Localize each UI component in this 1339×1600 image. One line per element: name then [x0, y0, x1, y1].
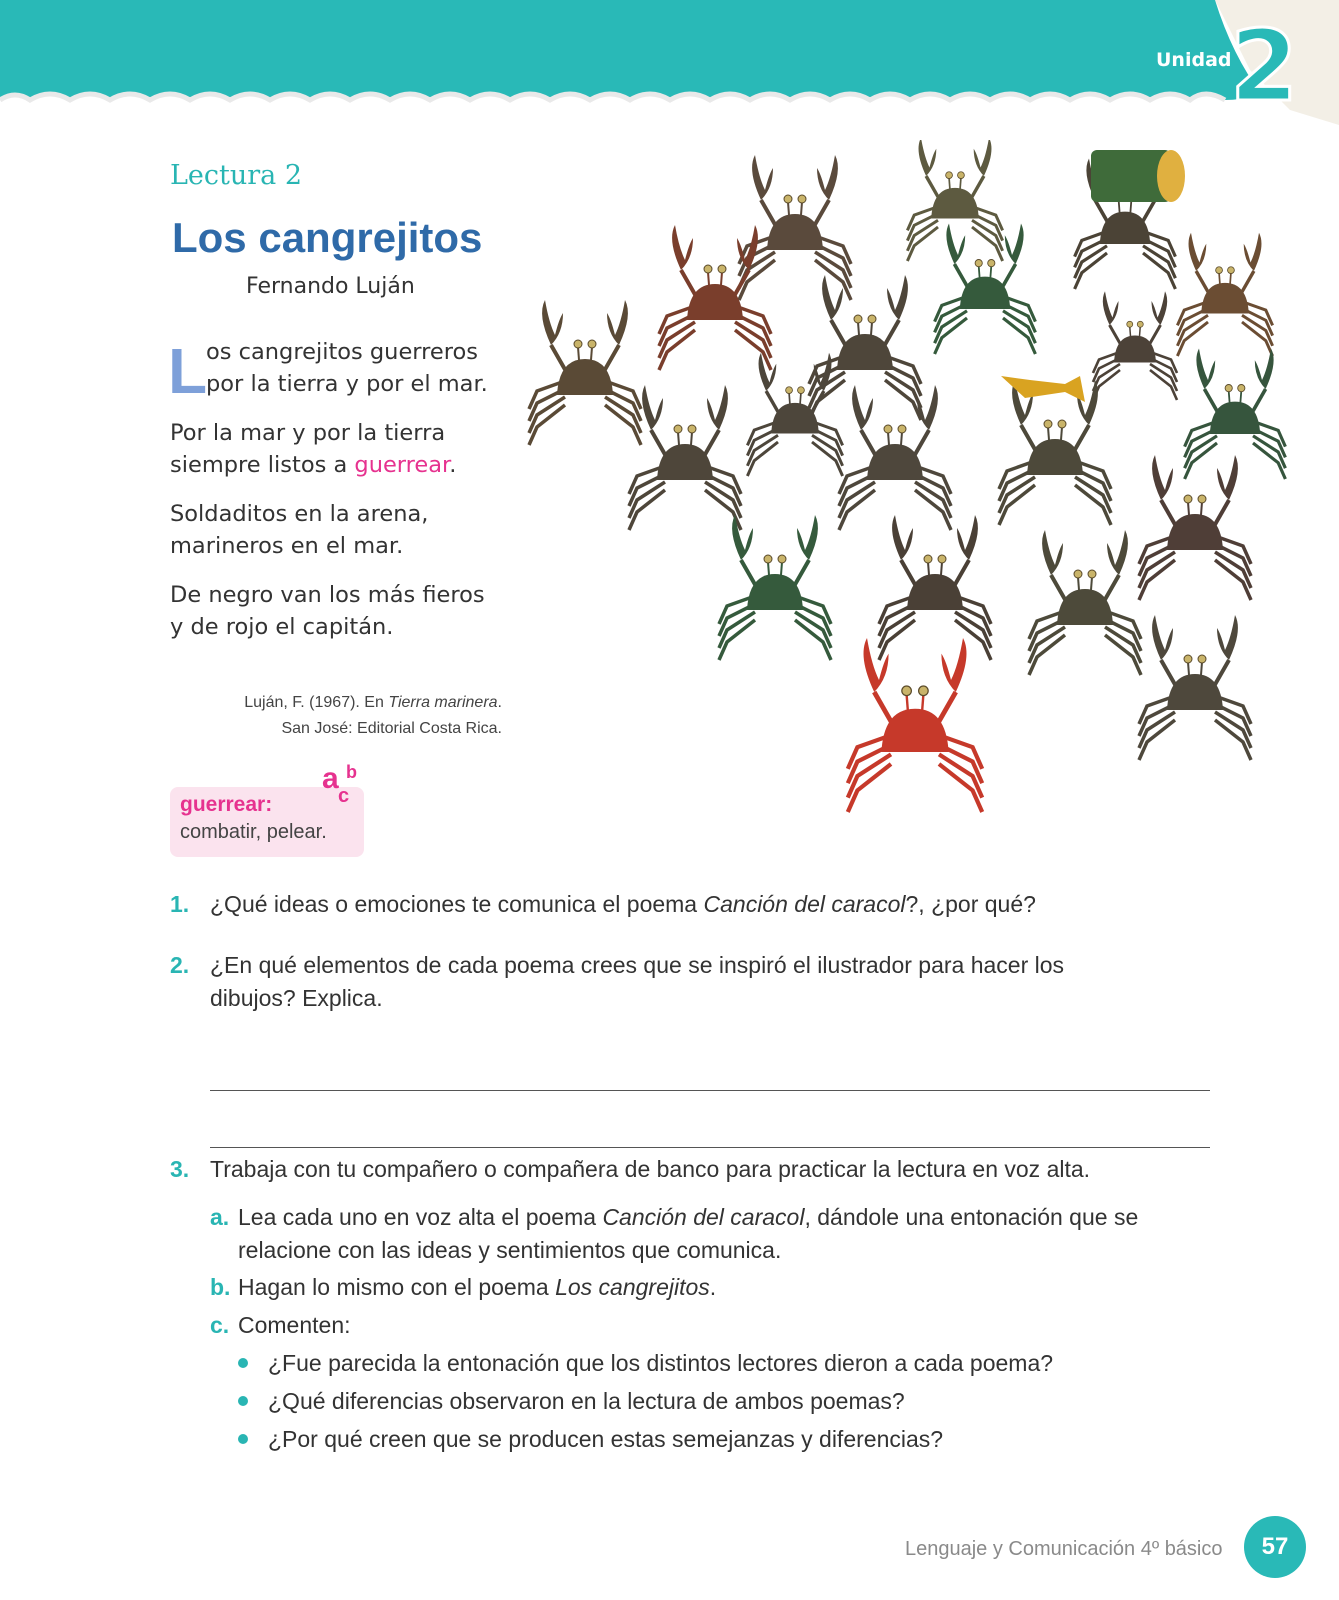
crab-icon	[1139, 455, 1251, 600]
crab-icon	[848, 638, 982, 812]
poem-line: os cangrejitos guerreros	[206, 339, 478, 365]
poem-name: Canción del caracol	[703, 891, 906, 917]
poem-line: Soldaditos en la arena,	[170, 501, 429, 527]
crab-icon	[719, 515, 831, 660]
sub-text: Comenten:	[238, 1312, 351, 1338]
poem-line: De negro van los más fieros	[170, 582, 485, 608]
poem-line	[170, 449, 540, 481]
crab-icon	[879, 515, 991, 660]
bullet-text: ¿Por qué creen que se producen estas semejanzas y diferencias?	[268, 1426, 944, 1452]
citation-book: Tierra marinera	[388, 694, 498, 711]
stanza-3	[170, 498, 540, 562]
svg-text:c: c	[338, 785, 350, 807]
citation-text: Luján, F. (1967). En	[244, 694, 389, 711]
poem-line: marineros en el mar.	[170, 533, 404, 559]
page-title: Los cangrejitos	[172, 214, 483, 261]
citation-line-1	[226, 690, 502, 716]
poem-name: Los cangrejitos	[555, 1274, 710, 1300]
footer-subject: Lenguaje y Comunicación 4º básico	[905, 1538, 1223, 1560]
sub-letter: c.	[210, 1312, 230, 1338]
abc-dictionary-icon	[320, 762, 368, 810]
crab-icon	[1029, 530, 1141, 675]
svg-text:b: b	[346, 762, 357, 782]
question-number: 1.	[170, 891, 190, 917]
subquestion-a	[210, 1201, 1190, 1267]
header-band	[0, 0, 1339, 130]
bullet-item	[238, 1420, 1218, 1458]
stanza-4	[170, 579, 540, 643]
crab-icon	[1177, 233, 1272, 356]
drum-icon	[1091, 150, 1185, 202]
citation	[226, 690, 502, 742]
answer-line[interactable]	[210, 1090, 1210, 1091]
glossary-word: guerrear	[354, 452, 450, 478]
sub-text: Lea cada uno en voz alta el poema	[238, 1204, 603, 1230]
crab-icon	[809, 275, 921, 420]
sub-text-end: .	[709, 1274, 717, 1300]
poem-line: Por la mar y por la tierra	[170, 420, 446, 446]
reading-label: Lectura 2	[170, 160, 303, 191]
bullet-item	[238, 1344, 1218, 1382]
poem-line: por la tierra y por el mar.	[206, 371, 488, 397]
poem	[170, 336, 540, 660]
bullet-dot	[238, 1358, 248, 1368]
crab-icon	[659, 225, 771, 370]
question-text: ¿En qué elementos de cada poema crees que se inspiró el ilustrador para hacer los dibujos? Explica.	[210, 952, 1065, 1011]
glossary-term: guerrear:	[180, 793, 273, 816]
question-1	[170, 888, 1210, 921]
question-2	[170, 949, 1130, 1015]
crab-icon	[529, 300, 641, 445]
bullet-text: ¿Fue parecida la entonación que los distintos lectores dieron a cada poema?	[268, 1350, 1054, 1376]
stanza-2	[170, 417, 540, 481]
subquestion-c	[210, 1309, 1190, 1342]
svg-text:a: a	[322, 762, 339, 795]
crabs-illustration	[525, 140, 1315, 850]
glossary-definition: combatir, pelear.	[180, 821, 327, 843]
crab-icon	[999, 380, 1111, 525]
question-number: 3.	[170, 1156, 190, 1182]
question-3	[170, 1153, 1210, 1186]
poem-name: Canción del caracol	[602, 1204, 805, 1230]
poem-line-text: siempre listos a	[170, 452, 355, 478]
bullet-dot	[238, 1434, 248, 1444]
poem-line-punct: .	[449, 452, 457, 478]
citation-line-2: San José: Editorial Costa Rica.	[281, 720, 502, 737]
subquestion-b	[210, 1271, 1190, 1304]
bullet-dot	[238, 1396, 248, 1406]
crab-icon	[629, 385, 741, 530]
question-text-end: ?, ¿por qué?	[905, 891, 1036, 917]
question-number: 2.	[170, 952, 190, 978]
question-text: Trabaja con tu compañero o compañera de banco para practicar la lectura en voz alta.	[210, 1156, 1091, 1182]
poem-line: y de rojo el capitán.	[170, 614, 394, 640]
crab-icon	[839, 385, 951, 530]
crab-icon	[935, 224, 1036, 355]
unit-number: 2	[1230, 10, 1299, 124]
crab-icon	[907, 140, 1002, 261]
question-text: ¿Qué ideas o emociones te comunica el poema	[210, 891, 704, 917]
unit-label: Unidad	[1156, 49, 1232, 71]
sub-text: Hagan lo mismo con el poema	[238, 1274, 556, 1300]
sub-letter: a.	[210, 1204, 230, 1230]
stanza-1	[170, 336, 540, 400]
crab-icon	[1093, 291, 1177, 400]
bullet-text: ¿Qué diferencias observaron en la lectura de ambos poemas?	[268, 1388, 905, 1414]
sub-text-end: , dándole una entonación que se relacione con las ideas y sentimientos que comunica.	[238, 1204, 1139, 1263]
author: Fernando Luján	[246, 274, 415, 299]
drop-cap: L	[168, 335, 208, 407]
citation-punct: .	[497, 694, 502, 711]
crab-icon	[1139, 615, 1251, 760]
sub-letter: b.	[210, 1274, 231, 1300]
bullet-item	[238, 1382, 1218, 1420]
page-number: 57	[1244, 1516, 1306, 1578]
answer-line[interactable]	[210, 1147, 1210, 1148]
crab-icon	[747, 353, 842, 476]
